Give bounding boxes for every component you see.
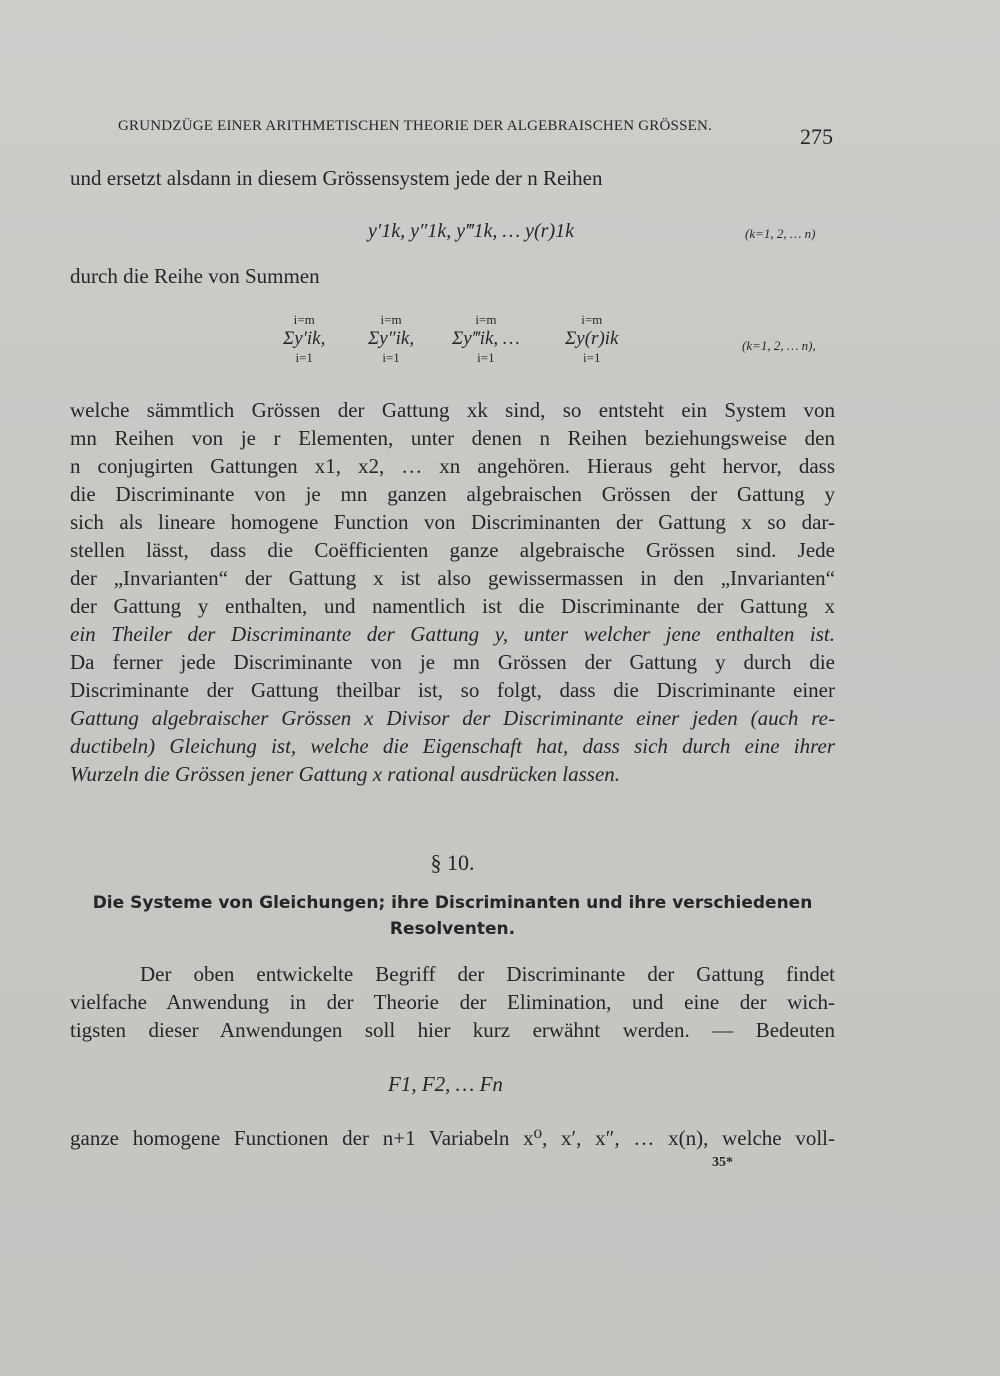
text-line: Gattung algebraischer Grössen x Divisor der Discriminante einer jeden (auch re- [70, 706, 835, 730]
text-line: tigsten dieser Anwendungen soll hier kurz erwähnt werden. — Bedeuten [70, 1018, 835, 1042]
text-line: und ersetzt alsdann in diesem Grössensystem jede der n Reihen [70, 166, 603, 190]
text-line: ganze homogene Functionen der n+1 Variabeln x⁰, x′, x″, … x(n), welche voll- [70, 1126, 835, 1150]
sum-upper: i=m [475, 312, 497, 327]
text-line: vielfache Anwendung in der Theorie der Elimination, und eine der wich- [70, 990, 835, 1014]
sum-lower: i=1 [477, 350, 495, 365]
sum-upper: i=m [581, 312, 603, 327]
text-line: n conjugirten Gattungen x1, x2, … xn angehören. Hieraus geht hervor, dass [70, 454, 835, 478]
formula-F-row: F1, F2, … Fn [388, 1072, 503, 1096]
text-line: ein Theiler der Discriminante der Gattung y, unter welcher jene enthalten ist. [70, 622, 835, 646]
sum-body: Σy‴ik, … [452, 328, 520, 349]
sum-lower: i=1 [382, 350, 400, 365]
section-number: § 10. [430, 850, 475, 875]
text-line: Da ferner jede Discriminante von je mn Grössen der Gattung y durch die [70, 650, 835, 674]
text-line: welche sämmtlich Grössen der Gattung xk sind, so entsteht ein System von [70, 398, 835, 422]
running-header: GRUNDZÜGE EINER ARITHMETISCHEN THEORIE DER ALGEBRAISCHEN GRÖSSEN. [118, 118, 712, 134]
sum-term [452, 312, 520, 366]
text-line: der „Invarianten“ der Gattung x ist also gewissermassen in den „Invarianten“ [70, 566, 835, 590]
sum-term [565, 312, 618, 366]
section-title: Resolventen. [389, 919, 516, 939]
text-line: mn Reihen von je r Elementen, unter denen n Reihen beziehungsweise den [70, 426, 835, 450]
sum-body: Σy″ik, [368, 328, 415, 349]
sum-term [283, 312, 325, 366]
text-line: ductibeln) Gleichung ist, welche die Eigenschaft hat, dass sich durch eine ihrer [70, 734, 835, 758]
sum-upper: i=m [293, 312, 315, 327]
sum-lower: i=1 [295, 350, 313, 365]
formula-range-2: (k=1, 2, … n), [742, 338, 816, 353]
sum-lower: i=1 [583, 350, 601, 365]
sum-body: Σy′ik, [283, 328, 326, 349]
sum-upper: i=m [380, 312, 402, 327]
signature-mark: 35* [712, 1155, 733, 1170]
text-line: sich als lineare homogene Function von Discriminanten der Gattung x so dar- [70, 510, 835, 534]
text-line: Discriminante der Gattung theilbar ist, so folgt, dass die Discriminante einer [70, 678, 835, 702]
page-number: 275 [800, 124, 833, 149]
text-line: der Gattung y enthalten, und namentlich ist die Discriminante der Gattung x [70, 594, 835, 618]
text-line: Der oben entwickelte Begriff der Discriminante der Gattung findet [140, 962, 835, 986]
sum-body: Σy(r)ik [565, 328, 619, 349]
section-title: Die Systeme von Gleichungen; ihre Discriminanten und ihre verschiedenen [92, 893, 813, 913]
sum-term [368, 312, 414, 366]
formula-range-1: (k=1, 2, … n) [745, 226, 816, 241]
text-line: stellen lässt, dass die Coëfficienten ganze algebraische Grössen sind. Jede [70, 538, 835, 562]
text-line: Wurzeln die Grössen jener Gattung x rational ausdrücken lassen. [70, 762, 621, 786]
text-line: durch die Reihe von Summen [70, 264, 320, 288]
text-line: die Discriminante von je mn ganzen algebraischen Grössen der Gattung y [70, 482, 835, 506]
formula-y-row: y′1k, y″1k, y‴1k, … y(r)1k [368, 220, 575, 242]
